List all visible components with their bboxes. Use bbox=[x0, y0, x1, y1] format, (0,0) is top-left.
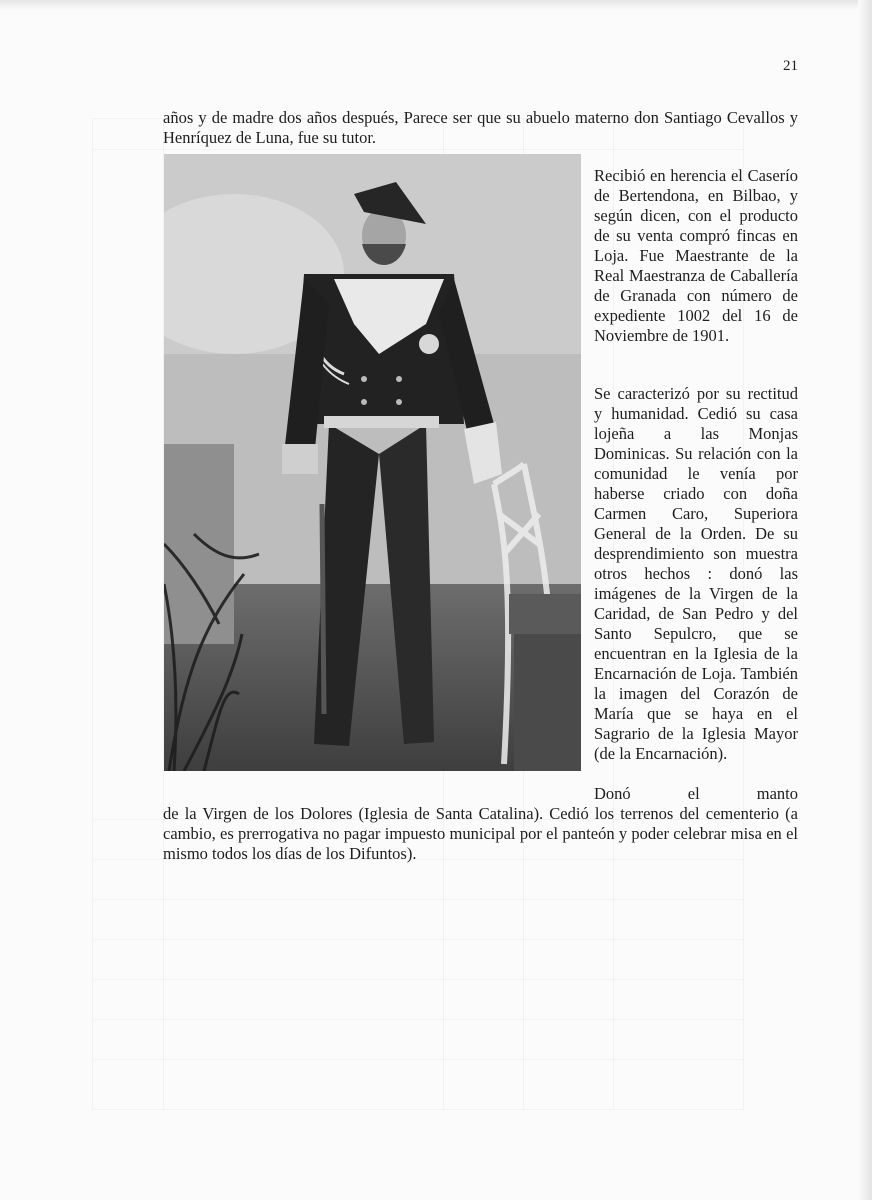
paragraph-character: Se caracterizó por su rectitud y humanidad. Cedió su casa lojeña a las Monjas Dominicas. Su relación con la comunidad le venía por haberse criado con doña Carmen Caro, Superiora General de la Orden. De su desprendimiento son muestra otros hechos : donó las imágenes de la Virgen de la Caridad, de San Pedro y del Santo Sepulcro, que se encuentran en la Iglesia de la Encarnación de Loja. También la imagen del Corazón de María que se haya en el Sagrario de la Iglesia Mayor (de la Encarnación). bbox=[594, 384, 798, 763]
page-number: 21 bbox=[783, 58, 798, 74]
paragraph-inheritance: Recibió en herencia el Caserío de Bertendona, en Bilbao, y según dicen, con el producto de su venta compró fincas en Loja. Fue Maestrante de la Real Maestranza de Caballería de Granada con número de expediente 1002 del 16 de Noviembre de 1901. bbox=[594, 166, 798, 345]
uniformed-man-figure bbox=[164, 154, 581, 771]
continuation-lead: Donó el manto bbox=[594, 784, 798, 803]
continuation-text: de la Virgen de los Dolores (Iglesia de Santa Catalina). Cedió los terrenos del cementerio (a cambio, es prerrogativa no pagar impuesto municipal por el panteón y poder celebrar misa en el mismo todos los días de los Difuntos). bbox=[163, 804, 798, 863]
scan-top-edge bbox=[0, 0, 872, 10]
scan-right-edge bbox=[858, 0, 872, 1200]
paragraph-continuation bbox=[163, 784, 798, 864]
portrait-photo bbox=[164, 154, 581, 771]
paragraph-intro: años y de madre dos años después, Parece ser que su abuelo materno don Santiago Cevallos y Henríquez de Luna, fue su tutor. bbox=[163, 108, 798, 147]
